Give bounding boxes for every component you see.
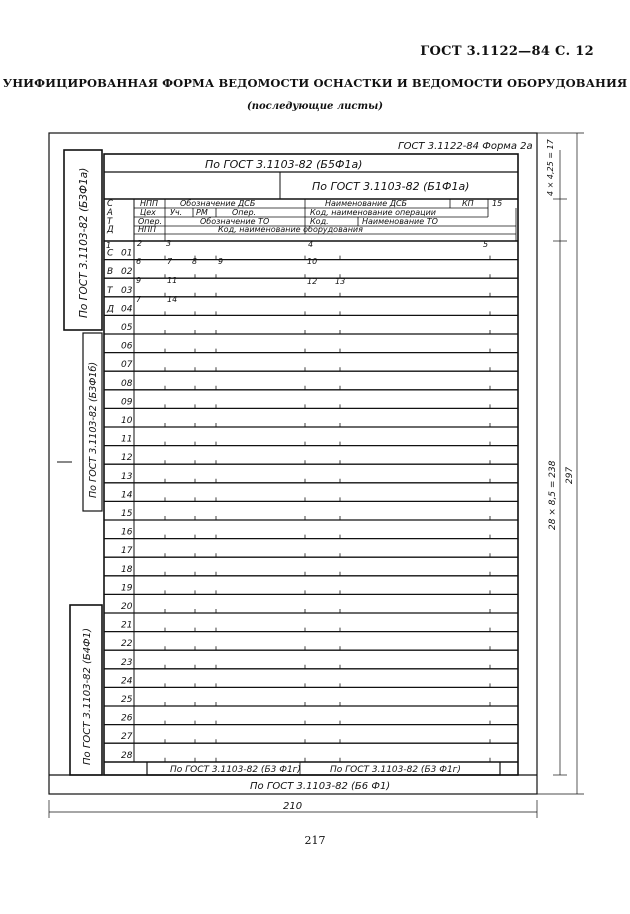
dim-width: 210 [283,801,303,812]
header-row2-letter: А [107,208,113,218]
header-operation-name: Код, наименование операции [310,208,436,217]
header-equipment: Код, наименование оборудования [218,225,363,234]
header-dsb-name: Наименование ДСБ [325,199,408,208]
header-row3-letter: Т [107,217,113,227]
row-number: 23 [121,657,133,668]
row-number: 12 [121,453,133,464]
row-number: 25 [121,695,133,705]
row-number-labels [106,249,133,761]
field-num-1: 1 [106,241,112,250]
field-num-6: 6 [136,257,142,266]
row-number: 27 [121,732,133,743]
form-rows [104,256,518,762]
row-number: 05 [121,323,133,333]
header-workplace: РМ [196,208,208,217]
header-row4-letter: Д [107,225,114,235]
row-letter: В [107,267,114,278]
field-num-13: 13 [335,277,346,286]
row-number: 19 [121,583,133,594]
header-oper: Опер. [138,217,163,226]
row-letter: Д [107,304,115,315]
field-num-12: 12 [307,277,318,286]
field-num-11: 11 [167,276,178,285]
row-number: 01 [121,248,133,259]
row-number: 22 [121,639,133,650]
row-number: 07 [121,360,133,371]
field-num-10: 10 [307,257,318,266]
header-field-15: 15 [492,199,503,208]
row-number: 17 [121,546,133,557]
header-to-code: Обозначение ТО [200,217,270,226]
field-num-9: 9 [218,257,224,266]
row-number: 18 [121,564,133,575]
document-reference: ГОСТ 3.1122—84 С. 12 [420,44,594,59]
bottom-block-right: По ГОСТ 3.1103-82 (Б3 Ф1г) [330,765,461,775]
field-num-2: 2 [137,239,143,248]
row-number: 03 [121,285,133,296]
side-label-1: По ГОСТ 3.1103-82 (Б3Ф1а) [78,167,90,318]
row-number: 02 [121,267,133,278]
row-number: 15 [121,509,133,519]
field-num-9b: 9 [136,276,142,285]
side-label-3: По ГОСТ 3.1103-82 (Б4Ф1) [82,627,93,765]
header-code: Код. [310,217,329,226]
row-number: 16 [121,527,133,538]
header-row1-letter: С [107,199,113,209]
header-kp: КП [462,199,474,208]
dim-top: 4 × 4,25 = 17 [546,139,555,196]
dim-middle: 28 × 8,5 = 238 [548,460,558,530]
header-to-name: Наименование ТО [362,217,438,226]
header-shop: Цех [140,208,156,217]
row-number: 24 [121,676,133,687]
page-number: 217 [304,834,326,847]
top-block-1: По ГОСТ 3.1103-82 (Б5Ф1а) [205,158,363,171]
row-number: 11 [121,434,133,445]
header-npp: НПП [140,199,159,208]
row-number: 20 [121,602,133,612]
field-num-14: 14 [167,295,178,304]
header-dsb-code: Обозначение ДСБ [180,199,256,208]
row-number: 10 [121,416,133,426]
top-block-2: По ГОСТ 3.1103-82 (Б1Ф1а) [312,180,470,193]
row-letter: С [107,248,114,259]
row-number: 09 [121,397,133,408]
row-letter: Т [107,285,113,296]
row-number: 14 [121,490,133,501]
field-num-7: 7 [167,257,173,266]
bottom-block-main: По ГОСТ 3.1103-82 (Б6 Ф1) [250,781,391,792]
bottom-block-left: По ГОСТ 3.1103-82 (Б3 Ф1г) [170,765,301,775]
row-number: 04 [121,304,133,315]
row-number: 06 [121,341,133,352]
field-num-7b: 7 [136,295,142,304]
field-num-4: 4 [308,240,314,249]
header-section: Уч. [170,208,183,217]
dim-total-height: 297 [565,466,575,484]
header-operation: Опер. [232,208,257,217]
page-title: УНИФИЦИРОВАННАЯ ФОРМА ВЕДОМОСТИ ОСНАСТКИ И ВЕДОМОСТИ ОБОРУДОВАНИЯ [2,76,628,90]
form-label: ГОСТ 3.1122-84 Форма 2а [398,141,533,152]
row-number: 21 [121,620,133,631]
page-subtitle: (последующие листы) [246,101,383,112]
header-npp-2: НПП [138,225,157,234]
field-num-8: 8 [192,257,198,266]
field-num-3: 3 [166,239,172,248]
row-number: 26 [121,713,133,724]
side-label-2: По ГОСТ 3.1103-82 (Б3Ф1б) [88,361,99,498]
row-number: 08 [121,378,133,389]
field-num-5: 5 [483,240,489,249]
row-number: 28 [121,750,133,761]
row-number: 13 [121,471,133,482]
